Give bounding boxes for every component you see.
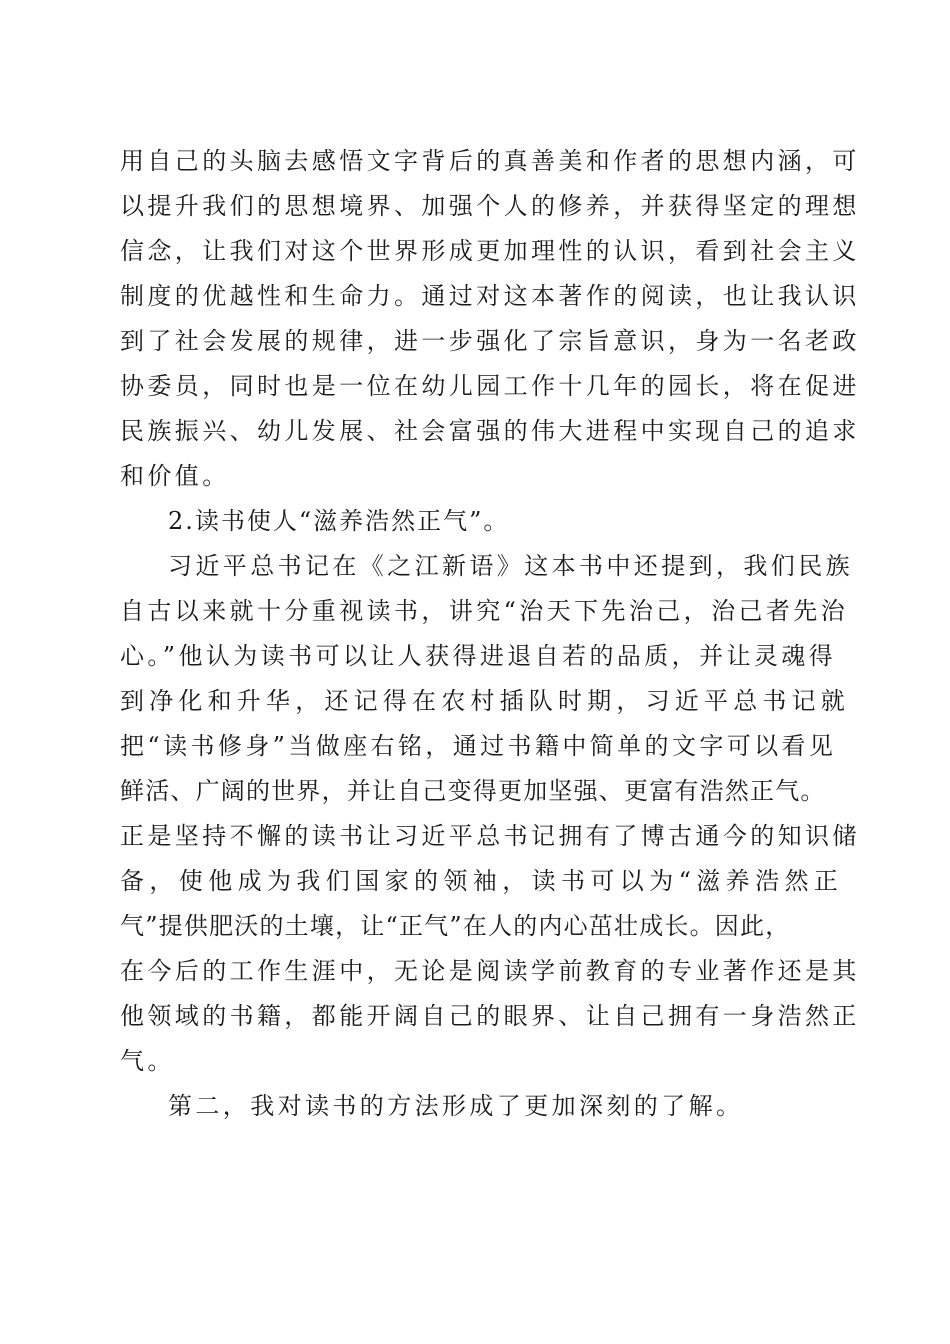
body-text-line: 习近平总书记在《之江新语》这本书中还提到，我们民族 [168,552,853,580]
body-text-line: 备，使他成为我们国家的领袖，读书可以为“滋养浩然正 [120,867,844,895]
body-text-line: 把“读书修身”当做座右铭，通过书籍中简单的文字可以看见 [120,732,837,760]
body-text-line: 民族振兴、幼儿发展、社会富强的伟大进程中实现自己的追求 [120,417,860,445]
body-text-line: 用自己的头脑去感悟文字背后的真善美和作者的思想内涵，可 [120,147,860,175]
body-text-line: 协委员，同时也是一位在幼儿园工作十几年的园长，将在促进 [120,372,860,400]
section-subheading: 2.读书使人“滋养浩然正气”。 [168,507,510,535]
body-text-line: 到净化和升华，还记得在农村插队时期，习近平总书记就 [120,687,850,715]
body-text-line: 正是坚持不懈的读书让习近平总书记拥有了博古通今的知识储 [120,822,860,850]
body-text-line: 鲜活、广阔的世界，并让自己变得更加坚强、更富有浩然正气。 [120,777,826,805]
body-text-line: 气。 [120,1047,175,1075]
body-text-line: 气”提供肥沃的土壤，让“正气”在人的内心茁壮成长。因此， [120,912,791,940]
body-text-line: 到了社会发展的规律，进一步强化了宗旨意识，身为一名老政 [120,327,860,355]
body-text-line: 和价值。 [120,462,230,490]
body-text-line: 制度的优越性和生命力。通过对这本著作的阅读，也让我认识 [120,282,860,310]
body-text-line: 心。”他认为读书可以让人获得进退自若的品质，并让灵魂得 [120,642,837,670]
body-text-line: 在今后的工作生涯中，无论是阅读学前教育的专业著作还是其 [120,957,860,985]
body-text-line: 信念，让我们对这个世界形成更加理性的认识，看到社会主义 [120,237,860,265]
body-text-line: 以提升我们的思想境界、加强个人的修养，并获得坚定的理想 [120,192,860,220]
body-text-line: 自古以来就十分重视读书，讲究“治天下先治己，治己者先治 [120,597,849,625]
body-text-line: 第二，我对读书的方法形成了更加深刻的了解。 [168,1092,744,1120]
body-text-line: 他领域的书籍，都能开阔自己的眼界、让自己拥有一身浩然正 [120,1002,860,1030]
